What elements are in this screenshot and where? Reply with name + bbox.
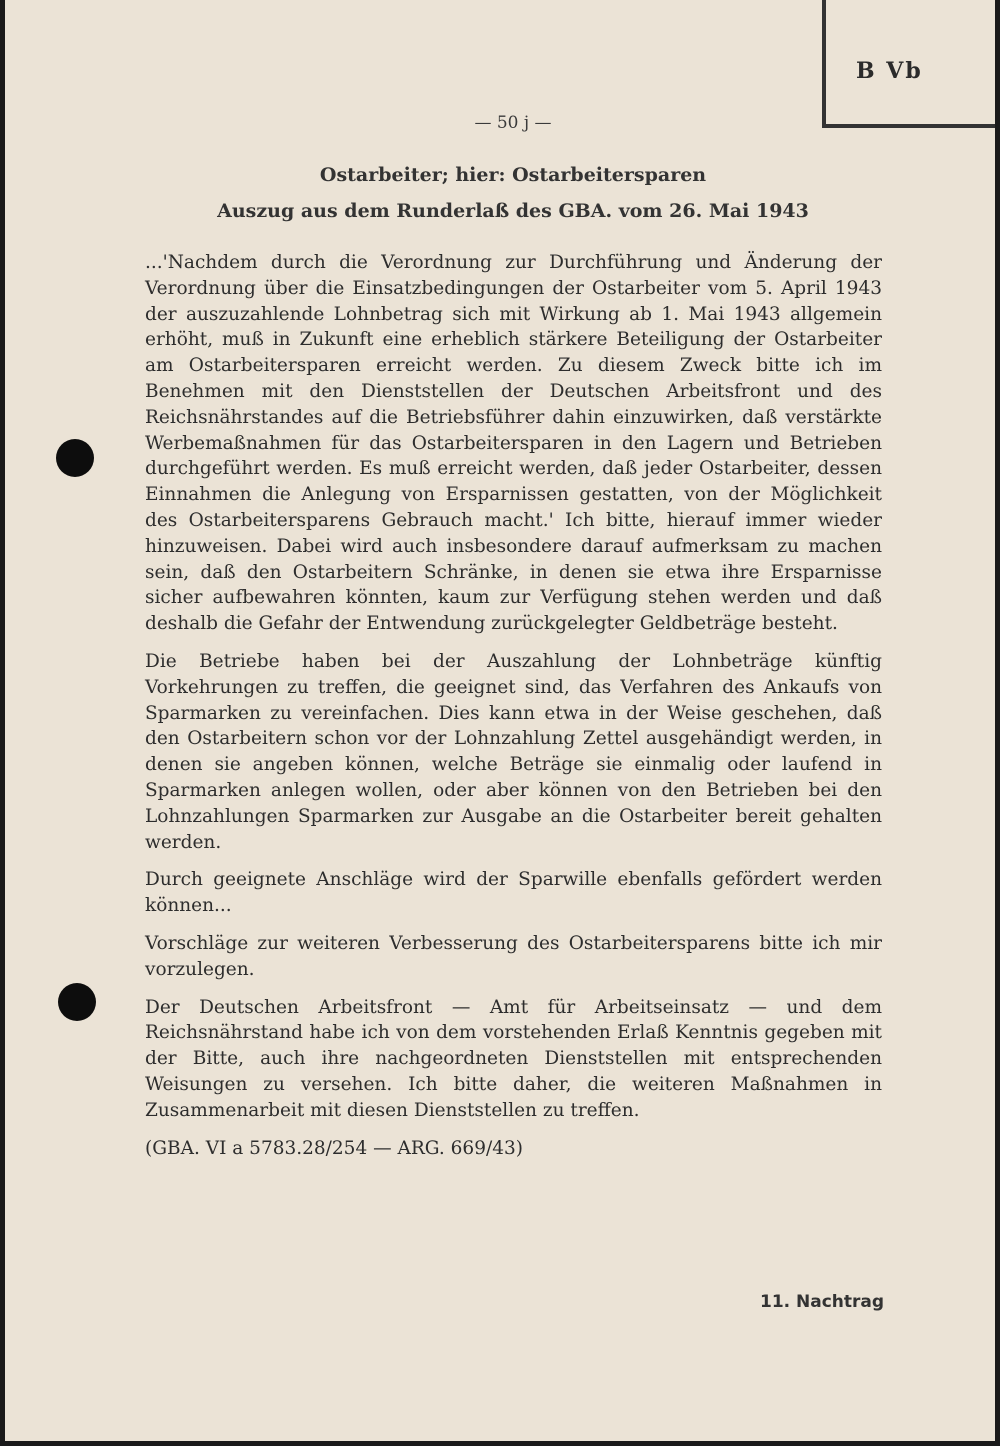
punch-hole-lower: [58, 983, 96, 1021]
document-body: [145, 250, 882, 1161]
paragraph-3: Durch geeignete Anschläge wird der Sparwille ebenfalls gefördert werden können...: [145, 869, 882, 917]
section-tab-label: B Vb: [856, 58, 923, 84]
reference-number: (GBA. VI a 5783.28/254 — ARG. 669/43): [145, 1137, 523, 1159]
document-page: [5, 0, 995, 1441]
document-title: Ostarbeiter; hier: Ostarbeitersparen: [319, 164, 707, 186]
punch-hole-upper: [56, 439, 94, 477]
paragraph-5: Der Deutschen Arbeitsfront — Amt für Arbeitseinsatz — und dem Reichsnährstand habe ich von dem vorstehenden Erlaß Kenntnis gegeben mit der Bitte, auch ihre nachgeordneten Dienststellen mit entsprechenden Weisungen zu versehen. Ich bitte daher, die weiteren Maßnahmen in Zusammenarbeit mit diesen Dienststellen zu treffen.: [145, 996, 882, 1121]
document-subtitle: Auszug aus dem Runderlaß des GBA. vom 26. Mai 1943: [217, 200, 809, 222]
section-tab: [822, 0, 995, 128]
paragraph-4: Vorschläge zur weiteren Verbesserung des Ostarbeitersparens bitte ich mir vorzulegen.: [145, 932, 882, 980]
paragraph-2: Die Betriebe haben bei der Auszahlung der Lohnbeträge künftig Vorkehrungen zu treffen, die geeignet sind, das Verfahren des Ankaufs von Sparmarken zu vereinfachen. Dies kann etwa in der Weise geschehen, daß den Ostarbeitern schon vor der Lohnzahlung Zettel ausgehändigt werden, in denen sie angeben können, welche Beträge sie einmalig oder laufend in Sparmarken anlegen wollen, oder aber können von den Betrieben bei den Lohnzahlungen Sparmarken zur Ausgabe an die Ostarbeiter bereit gehalten werden.: [145, 650, 882, 853]
paragraph-1: ...'Nachdem durch die Verordnung zur Durchführung und Änderung der Verordnung über die Einsatzbedingungen der Ostarbeiter vom 5. April 1943 der auszuzahlende Lohnbetrag sich mit Wirkung ab 1. Mai 1943 allgemein erhöht, muß in Zukunft eine erheblich stärkere Beteiligung der Ostarbeiter am Ostarbeitersparen erreicht werden. Zu diesem Zweck bitte ich im Benehmen mit den Dienststellen der Deutschen Arbeitsfront und des Reichsnährstandes auf die Betriebsführer dahin einzuwirken, daß verstärkte Werbemaßnahmen für das Ostarbeitersparen in den Lagern und Betrieben durchgeführt werden. Es muß erreicht werden, daß jeder Ostarbeiter, dessen Einnahmen die Anlegung von Ersparnissen gestatten, von der Möglichkeit des Ostarbeitersparens Gebrauch macht.' Ich bitte, hierauf immer wieder hinzuweisen. Dabei wird auch insbesondere darauf aufmerksam zu machen sein, daß den Ostarbeitern Schränke, in denen sie etwa ihre Ersparnisse sicher aufbewahren könnten, kaum zur Verfügung stehen werden und daß deshalb die Gefahr der Entwendung zurückgelegter Geldbeträge besteht.: [145, 252, 882, 635]
supplement-label: 11. Nachtrag: [760, 1292, 885, 1312]
page-number: — 50 j —: [474, 113, 552, 133]
